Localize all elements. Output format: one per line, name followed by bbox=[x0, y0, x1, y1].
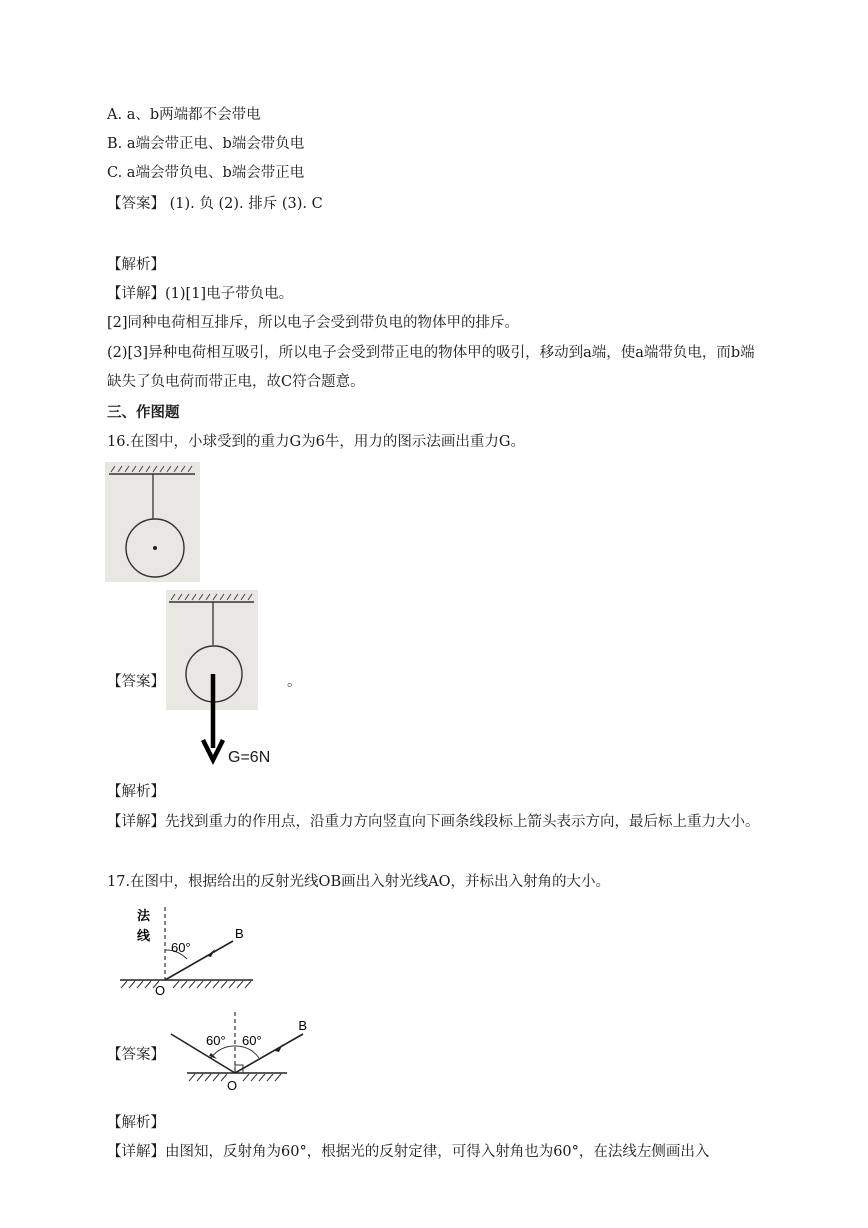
angle-label: 60° bbox=[171, 940, 191, 955]
q16-question: 16.在图中，小球受到的重力G为6牛，用力的图示法画出重力G。 bbox=[107, 434, 525, 450]
option-c: C. a端会带负电、b端会带正电 bbox=[107, 165, 305, 181]
answer-point-b: B bbox=[298, 1018, 307, 1033]
q17-analysis-tag: 【解析】 bbox=[107, 1115, 165, 1131]
point-b: B bbox=[235, 926, 244, 941]
normal-label-2: 线 bbox=[137, 928, 151, 943]
reflect-angle-label: 60° bbox=[242, 1033, 262, 1048]
option-a: A. a、b两端都不会带电 bbox=[107, 107, 261, 123]
incident-angle-label: 60° bbox=[206, 1033, 226, 1048]
q16-answer-tag: 【答案】 bbox=[107, 674, 165, 690]
q15-analysis-tag: 【解析】 bbox=[107, 257, 165, 273]
q15-answer: 【答案】 (1). 负 (2). 排斥 (3). C bbox=[107, 196, 323, 212]
q17-answer-figure bbox=[165, 1010, 305, 1095]
q16-analysis-tag: 【解析】 bbox=[107, 784, 165, 800]
q17-detail: 【详解】由图知，反射角为60°，根据光的反射定律，可得入射角也为60°，在法线左侧画出入 bbox=[107, 1144, 710, 1160]
q16-figure bbox=[105, 462, 200, 582]
point-o: O bbox=[155, 983, 166, 998]
q16-answer-suffix: 。 bbox=[287, 674, 302, 690]
option-b: B. a端会带正电、b端会带负电 bbox=[107, 136, 305, 152]
q17-answer-tag: 【答案】 bbox=[107, 1047, 165, 1063]
q16-detail: 【详解】先找到重力的作用点，沿重力方向竖直向下画条线段标上箭头表示方向，最后标上重力大小。 bbox=[107, 814, 760, 830]
section-title: 三、作图题 bbox=[107, 404, 180, 421]
q17-question: 17.在图中，根据给出的反射光线OB画出入射光线AO，并标出入射角的大小。 bbox=[107, 874, 610, 890]
force-label: G=6N bbox=[228, 749, 271, 766]
q15-detail-1: 【详解】(1)[1]电子带负电。 bbox=[107, 286, 294, 302]
normal-label-1: 法 bbox=[137, 908, 151, 923]
q17-figure bbox=[115, 902, 260, 997]
q15-detail-2: [2]同种电荷相互排斥，所以电子会受到带负电的物体甲的排斥。 bbox=[107, 315, 520, 331]
q15-detail-3: (2)[3]异种电荷相互吸引，所以电子会受到带正电的物体甲的吸引，移动到a端，使a端带负电，而b端缺失了负电荷而带正电，故C符合题意。 bbox=[107, 345, 755, 390]
answer-point-o: O bbox=[227, 1078, 238, 1093]
